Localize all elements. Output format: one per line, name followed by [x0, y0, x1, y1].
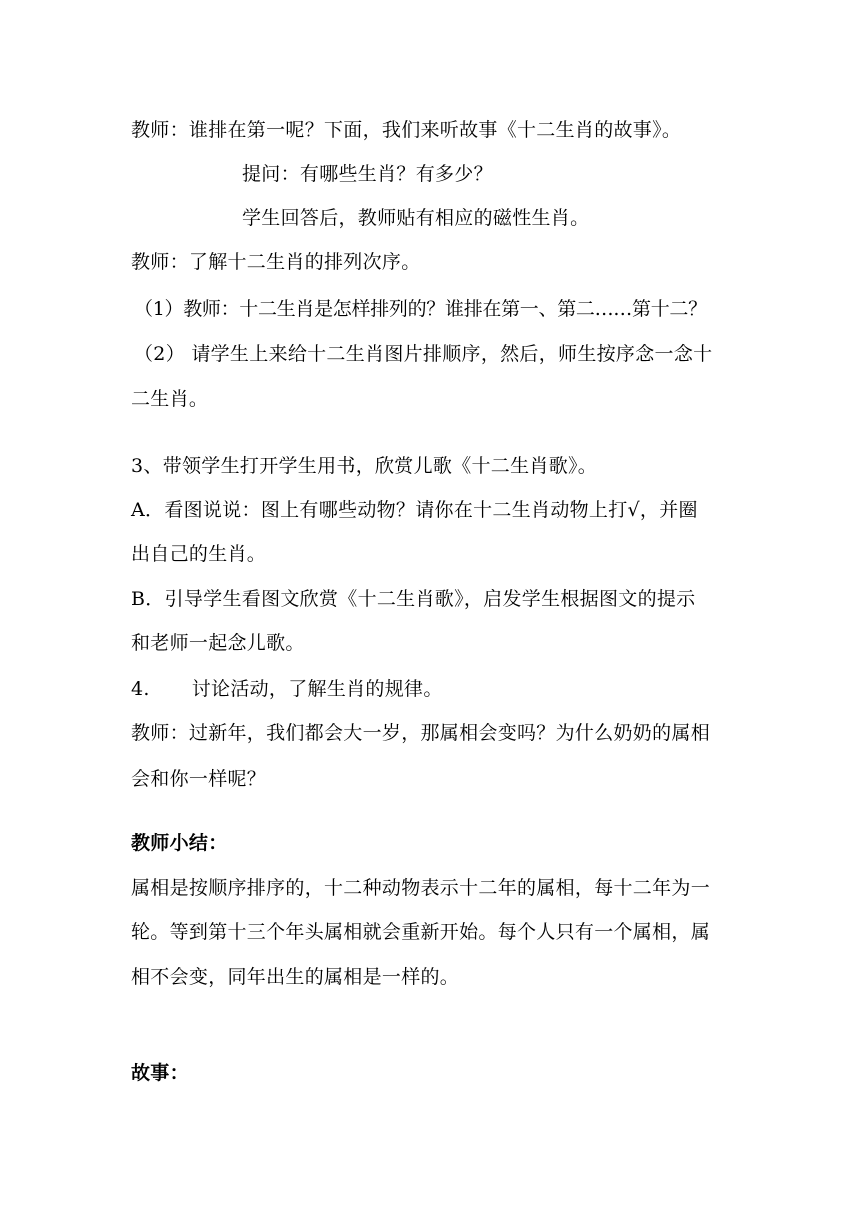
- section-4-heading: [131, 677, 741, 701]
- teacher-newyear-line: 教师：过新年，我们都会大一岁，那属相会变吗？为什么奶奶的属相: [131, 722, 711, 744]
- item-b-continuation: 和老师一起念儿歌。: [131, 632, 305, 654]
- step-1-line: （1）教师：十二生肖是怎样排列的？谁排在第一、第二……第十二？: [134, 298, 707, 320]
- item-a-continuation: 出自己的生肖。: [131, 543, 267, 565]
- section-4-text: 讨论活动，了解生肖的规律。: [191, 678, 443, 700]
- teacher-newyear-continuation: 会和你一样呢？: [131, 768, 267, 790]
- summary-heading: 教师小结：: [131, 832, 228, 854]
- summary-line-2: 轮。等到第十三个年头属相就会重新开始。每个人只有一个属相，属: [131, 921, 711, 943]
- summary-line-3: 相不会变，同年出生的属相是一样的。: [131, 966, 460, 988]
- section-4-number: 4.: [131, 678, 150, 700]
- item-a-line: A．看图说说：图上有哪些动物？请你在十二生肖动物上打√，并圈: [131, 499, 698, 521]
- section-3-heading: 3、带领学生打开学生用书，欣赏儿歌《十二生肖歌》。: [131, 455, 598, 477]
- teacher-order-line: 教师：了解十二生肖的排列次序。: [131, 251, 421, 273]
- student-answer-line: 学生回答后，教师贴有相应的磁性生肖。: [242, 207, 590, 229]
- story-heading: 故事：: [131, 1062, 189, 1084]
- question-line: 提问：有哪些生肖？有多少？: [242, 163, 493, 185]
- teacher-line-first: 教师：谁排在第一呢？下面，我们来听故事《十二生肖的故事》。: [131, 119, 682, 141]
- step-2-line: （2） 请学生上来给十二生肖图片排顺序，然后，师生按序念一念十: [134, 343, 713, 365]
- summary-line-1: 属相是按顺序排序的，十二种动物表示十二年的属相，每十二年为一: [131, 877, 711, 899]
- step-2-continuation: 二生肖。: [131, 388, 209, 410]
- item-b-line: B．引导学生看图文欣赏《十二生肖歌》，启发学生根据图文的提示: [131, 588, 696, 610]
